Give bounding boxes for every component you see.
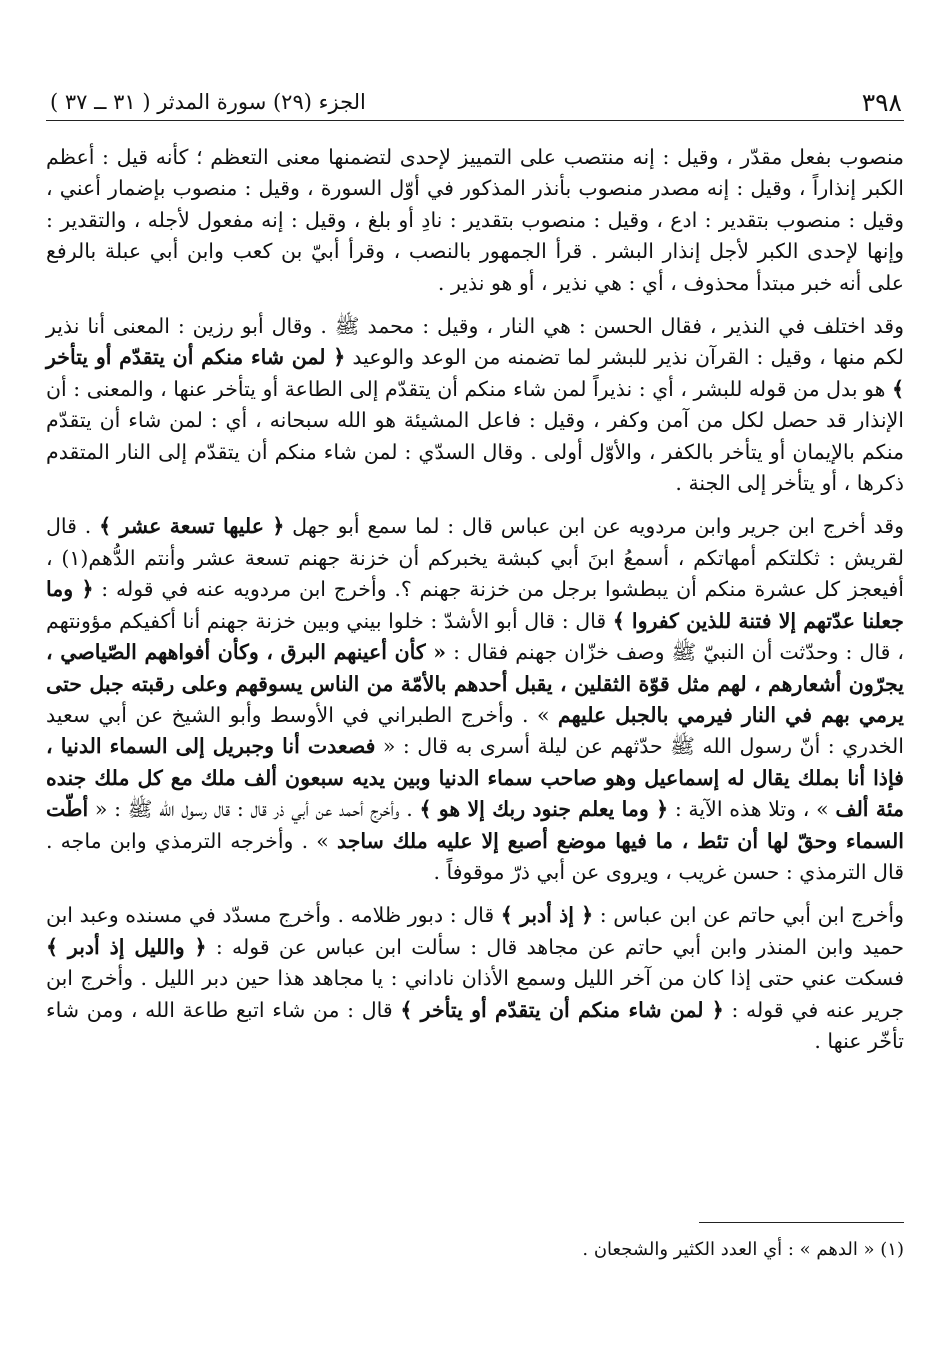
text-run: قال : من شاء اتبع طاعة الله ، ومن شاء تأخّر عنها .	[46, 997, 904, 1053]
emphasized-text: ﴿ وما جعلنا عدّتهم إلا فتنة للذين كفروا ﴾	[46, 577, 904, 633]
text-run: منصوب بفعل مقدّر ، وقيل : إنه منتصب على التمييز لإحدى لتضمنها معنى التعظم ؛ كأنه قيل : أعظم الكبر إنذاراً ، وقيل : إنه مصدر منصوب بأنذر المذكور في أوّل السورة ، وقيل : منصوب بإضمار أعني ، وقيل : منصوب بتقدير : ادع ، وقيل : منصوب بتقدير : نادِ أو بلغ ، وقيل : إنه مفعول لأجله ، والتقدير : وإنها لإحدى الكبر لأجل إنذار البشر . قرأ الجمهور بالنصب ، وقرأ أبيّ بن كعب وابن أبي عبلة بالرفع على أنه خبر مبتدأ محذوف ، أي : هي نذير ، أو هو نذير .	[46, 145, 904, 295]
text-run: » . وأخرجه الترمذي وابن ماجه . قال الترمذي : حسن غريب ، ويروى عن أبي ذرّ موقوفاً .	[46, 828, 904, 884]
page-number: ٣٩٨	[861, 88, 902, 117]
text-run: » . وأخرج الطبراني في الأوسط وأبو الشيخ عن أبي سعيد الخدري : أنّ رسول الله ﷺ حدّثهم عن ليلة أسرى به قال : «	[46, 702, 904, 759]
text-run: ، أفيعجز كل عشرة منكم أن يبطشوا برجل من خزنة جهنم ؟. وأخرج ابن مردويه عنه في قوله :	[46, 545, 904, 602]
emphasized-text: ﴿ لمن شاء منكم أن يتقدّم أو يتأخر ﴾	[46, 345, 904, 401]
text-run: قال : قال أبو الأشدّ : خلوا بيني وبين خزنة جهنم أنا أكفيكم مؤونتهم ، قال : وحدّثت أن النبيّ ﷺ وصف خزّان جهنم فقال :	[46, 608, 905, 665]
page-header	[46, 86, 904, 121]
text-run: قال : دبور ظلامه . وأخرج مسدّد في مسنده وعبد ابن حميد وابن المنذر وابن أبي حاتم عن مجاهد قال : سألت ابن عباس عن قوله :	[46, 903, 904, 959]
text-run: . وأخرج أحمد عن أبي ذر قال : قال رسول الله ﷺ : «	[88, 797, 420, 822]
text-run: وأخرج ابن أبي حاتم عن ابن عباس :	[593, 903, 904, 928]
footnote-divider	[699, 1222, 904, 1223]
emphasized-text: أطّت السماء وحقّ لها أن تئط ، ما فيها موضع أصبع إلا عليه ملك ساجد	[46, 797, 904, 853]
emphasized-text: ﴿ وما يعلم جنود ربك إلا هو ﴾	[419, 797, 669, 822]
text-run: وقد اختلف في النذير ، فقال الحسن : هي النار ، وقيل : محمد ﷺ . وقال أبو رزين : المعنى أنا نذير لكم منها ، وقيل : القرآن نذير للبشر لما تضمنه من الوعد والوعيد	[46, 314, 904, 370]
text-run: » ، وتلا هذه الآية :	[668, 797, 836, 822]
paragraph	[46, 900, 904, 1057]
main-text	[46, 142, 904, 1069]
text-run: فسكت عني حتى إذا كان من آخر الليل وسمع الأذان ناداني : يا مجاهد هذا حين دبر الليل . وأخرج ابن جرير عنه في قوله :	[46, 966, 904, 1022]
paragraph	[46, 511, 904, 888]
emphasized-text: فصعدت أنا وجبريل إلى السماء الدنيا ، فإذا أنا بملك يقال له إسماعيل وهو صاحب سماء الدنيا وبين يديه سبعون ألف ملك مع كل ملك جنده مئة ألف	[46, 734, 904, 822]
text-run: هو بدل من قوله للبشر ، أي : نذيراً لمن شاء منكم أن يتقدّم إلى الطاعة أو يتأخر عنها ، والمعنى : أن الإنذار قد حصل لكل من آمن وكفر ، وقيل : فاعل المشيئة هو الله سبحانه ، أي : لمن شاء أن يتقدّم منكم بالإيمان أو يتأخر بالكفر ، والأوّل أولى . وقال السدّي : لمن شاء منكم أن يتقدّم إلى النار المتقدم ذكرها ، أو يتأخر إلى الجنة .	[46, 376, 904, 496]
paragraph	[46, 311, 904, 499]
text-run: (١)	[61, 545, 89, 570]
paragraph	[46, 142, 904, 299]
emphasized-text: ﴿ عليها تسعة عشر ﴾	[99, 514, 285, 539]
footnote: (١) « الدهم » : أي العدد الكثير والشجعان .	[582, 1239, 904, 1260]
text-run: . قال لقريش : ثكلتكم أمهاتكم ، أسمعُ ابنَ أبي كبشة يخبركم أن خزنة جهنم تسعة عشر وأنتم الدُّهم	[46, 514, 904, 570]
emphasized-text: « كأن أعينهم البرق ، وكأن أفواههم الصّياصي ، يجرّون أشعارهم ، لهم مثل قوّة الثقلين ، يقبل أحدهم بالأمّة من الناس يسوقهم وعلى رقبته جبل حتى يرمي بهم في النار فيرمي بالجبل عليهم	[46, 640, 905, 727]
emphasized-text: ﴿ لمن شاء منكم أن يتقدّم أو يتأخر ﴾	[400, 997, 724, 1022]
text-run: وقد أخرج ابن جرير وابن مردويه عن ابن عباس قال : لما سمع أبو جهل	[284, 514, 904, 539]
emphasized-text: ﴿ إذ أدبر ﴾	[500, 903, 594, 928]
emphasized-text: ﴿ والليل إذ أدبر ﴾	[46, 934, 207, 959]
running-title: الجزء (٢٩) سورة المدثر ( ٣١ ــ ٣٧ )	[50, 90, 366, 114]
